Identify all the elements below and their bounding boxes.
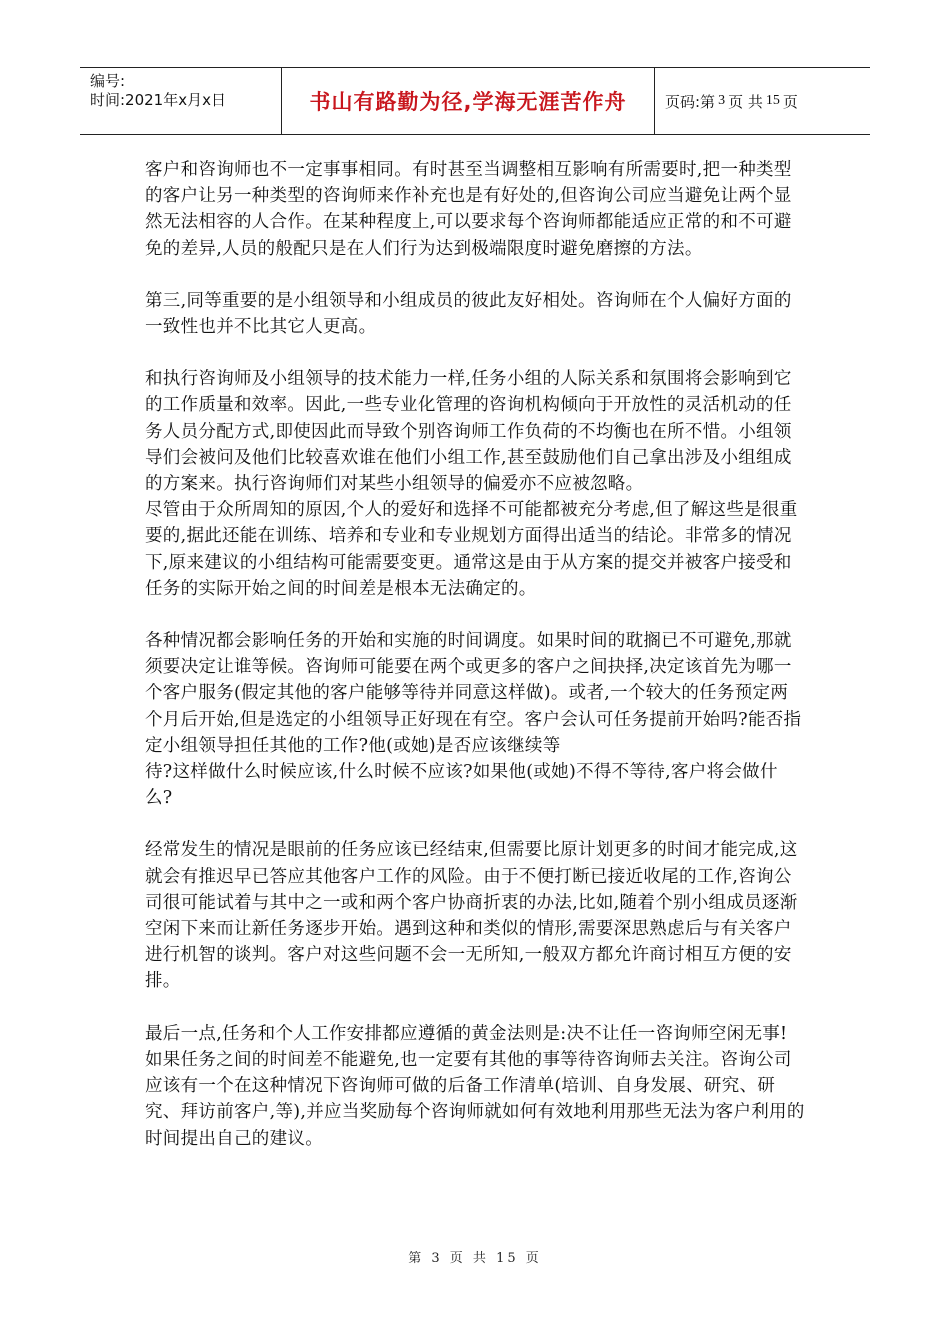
page-footer [0,1247,950,1266]
header-page-indicator [655,68,870,134]
document-number-label: 编号: [90,72,126,90]
document-body [145,157,805,1152]
paragraph: 最后一点,任务和个人工作安排都应遵循的黄金法则是:决不让任一咨询师空闲无事!如果任务之间的时间差不能避免,也一定要有其他的事等待咨询师去关注。咨询公司应该有一个在这种情况下咨询师可做的后备工作清单(培训、自身发展、研究、研究、拜访前客户,等),并应当奖励每个咨询师就如何有效地利用那些无法为客户利用的时间提出自己的建议。 [145,1023,805,1149]
footer-page-total: 15 [496,1251,519,1266]
header-motto: 书山有路勤为径,学海无涯苦作舟 [309,90,627,114]
header-meta [80,68,281,134]
header-page-prefix: 页码:第 [665,92,716,111]
paragraph: 第三,同等重要的是小组领导和小组成员的彼此友好相处。咨询师在个人偏好方面的一致性也并不比其它人更高。 [145,290,792,338]
paragraph: 各种情况都会影响任务的开始和实施的时间调度。如果时间的耽搁已不可避免,那就须要决定让谁等候。咨询师可能要在两个或更多的客户之间抉择,决定该首先为哪一个客户服务(假定其他的客户能够等待并同意这样做)。或者,一个较大的任务预定两个月后开始,但是选定的小组领导正好现在有空。客户会认可任务提前开始吗?能否指定小组领导担任其他的工作?他(或她)是否应该继续等 [145,631,802,756]
page-header [80,67,870,135]
footer-suffix: 页 [525,1251,542,1266]
document-date-label: 时间:2021年x月x日 [90,91,226,109]
paragraph: 经常发生的情况是眼前的任务应该已经结束,但需要比原计划更多的时间才能完成,这就会有推迟早已答应其他客户工作的风险。由于不便打断已接近收尾的工作,咨询公司很可能试着与其中之一或和两个客户协商折衷的办法,比如,随着个别小组成员逐渐空闲下来而让新任务逐步开始。遇到这种和类似的情形,需要深思熟虑后与有关客户进行机智的谈判。客户对这些问题不会一无所知,一般双方都允许商讨相互方便的安排。 [145,840,798,992]
header-page-current: 3 [718,93,726,108]
footer-middle: 页 共 [449,1251,489,1266]
header-page-total: 15 [765,93,780,108]
paragraph: 尽管由于众所周知的原因,个人的爱好和选择不可能都被充分考虑,但了解这些是很重要的,据此还能在训练、培养和专业和专业规划方面得出适当的结论。非常多的情况下,原来建议的小组结构可能需要变更。通常这是由于从方案的提交并被客户接受和任务的实际开始之间的时间差是根本无法确定的。 [145,500,798,599]
paragraph: 和执行咨询师及小组领导的技术能力一样,任务小组的人际关系和氛围将会影响到它的工作质量和效率。因此,一些专业化管理的咨询机构倾向于开放性的灵活机动的任务人员分配方式,即使因此而导致个别咨询师工作负荷的不均衡也在所不惜。小组领导们会被问及他们比较喜欢谁在他们小组工作,甚至鼓励他们自己拿出涉及小组组成的方案来。执行咨询师们对某些小组领导的偏爱亦不应被忽略。 [145,369,792,495]
footer-prefix: 第 [408,1251,425,1266]
header-page-suffix: 页 [782,92,798,111]
header-page-middle: 页 共 [728,92,763,111]
footer-page-current: 3 [431,1251,443,1266]
paragraph: 待?这样做什么时候应该,什么时候不应该?如果他(或她)不得不等待,客户将会做什么? [145,762,778,809]
header-motto-cell [281,68,655,134]
paragraph: 客户和咨询师也不一定事事相同。有时甚至当调整相互影响有所需要时,把一种类型的客户让另一种类型的咨询师来作补充也是有好处的,但咨询公司应当避免让两个显然无法相容的人合作。在某种程度上,可以要求每个咨询师都能适应正常的和不可避免的差异,人员的般配只是在人们行为达到极端限度时避免磨擦的方法。 [145,160,792,259]
